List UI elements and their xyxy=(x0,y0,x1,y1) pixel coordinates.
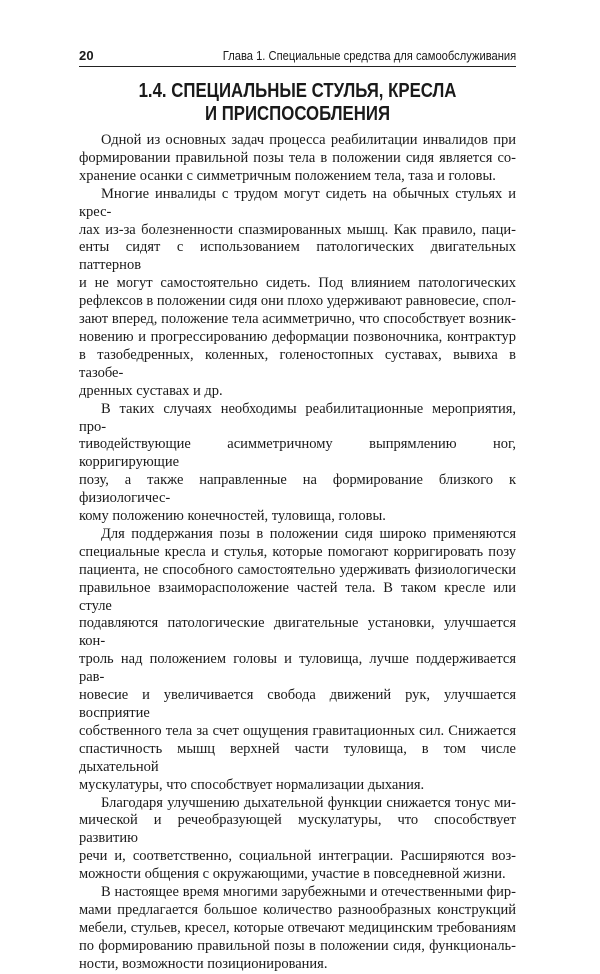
paragraph-line: кому положению конечностей, туловища, головы. xyxy=(79,508,386,525)
paragraph xyxy=(79,526,516,795)
paragraph-line: Благодаря улучшению дыхательной функции снижается тонус ми- xyxy=(101,794,516,811)
paragraph-line: В таких случаях необходимы реабилитационные мероприятия, про- xyxy=(79,400,516,435)
paragraph xyxy=(79,401,516,526)
paragraph-line: в тазобедренных, коленных, голеностопных суставах, вывиха в тазобе- xyxy=(79,346,516,381)
section-heading xyxy=(114,80,481,126)
paragraph-line: дренных суставах и др. xyxy=(79,382,223,399)
body-text xyxy=(79,132,516,974)
paragraph-line: по формированию правильной позы в положении сидя, функциональ- xyxy=(79,937,516,954)
paragraph-line: и не могут самостоятельно сидеть. Под влиянием патологических xyxy=(79,275,516,292)
paragraph-line: мической и речеобразующей мускулатуры, что способствует развитию xyxy=(79,812,516,847)
running-title: Глава 1. Специальные средства для самообслуживания xyxy=(222,48,516,63)
paragraph-line: собственного тела за счет ощущения гравитационных сил. Снижается xyxy=(79,722,516,739)
paragraph-line: Для поддержания позы в положении сидя широко применяются xyxy=(101,525,516,542)
paragraph xyxy=(79,884,516,974)
paragraph xyxy=(79,132,516,186)
paragraph-line: зают вперед, положение тела асимметрично, что способствует возник- xyxy=(79,311,516,328)
page-number: 20 xyxy=(79,48,94,63)
paragraph-line: енты сидят с использованием патологических двигательных паттернов xyxy=(79,239,516,274)
paragraph-line: спастичность мышц верхней части туловища, в том числе дыхательной xyxy=(79,740,516,775)
paragraph-line: специальные кресла и стулья, которые помогают корригировать позу xyxy=(79,543,516,560)
paragraph-line: речи и, соответственно, социальной интеграции. Расширяются воз- xyxy=(79,848,516,865)
paragraph-line: троль над положением головы и туловища, лучше поддерживается рав- xyxy=(79,651,516,686)
paragraph-line: правильное взаиморасположение частей тела. В таком кресле или стуле xyxy=(79,579,516,614)
paragraph xyxy=(79,186,516,401)
paragraph-line: лах из-за болезненности спазмированных мышц. Как правило, паци- xyxy=(79,221,516,238)
paragraph xyxy=(79,795,516,885)
running-header xyxy=(79,46,516,67)
paragraph-line: позу, а также направленные на формирование близкого к физиологичес- xyxy=(79,472,516,507)
paragraph-line: мами предлагается большое количество разнообразных конструкций xyxy=(79,901,516,918)
paragraph-line: В настоящее время многими зарубежными и отечественными фир- xyxy=(101,884,516,901)
paragraph-line: новению и прогрессированию деформации позвоночника, контрактур xyxy=(79,328,516,345)
section-heading-line-1: 1.4. СПЕЦИАЛЬНЫЕ СТУЛЬЯ, КРЕСЛА xyxy=(138,80,457,102)
paragraph-line: ности, возможности позиционирования. xyxy=(79,955,328,972)
paragraph-line: формировании правильной позы тела в положении сидя является со- xyxy=(79,149,516,166)
paragraph-line: Многие инвалиды с трудом могут сидеть на обычных стульях и крес- xyxy=(79,185,516,220)
paragraph-line: тиводействующие асимметричному выпрямлению ног, корригирующие xyxy=(79,436,516,471)
paragraph-line: хранение осанки с симметричным положением тела, таза и головы. xyxy=(79,167,496,184)
paragraph-line: новесие и увеличивается свобода движений рук, улучшается восприятие xyxy=(79,687,516,721)
paragraph-line: Одной из основных задач процесса реабилитации инвалидов при xyxy=(101,132,516,148)
paragraph-line: рефлексов в положении сидя они плохо удерживают равновесие, спол- xyxy=(79,293,516,310)
paragraph-line: мебели, стульев, кресел, которые отвечают медицинским требованиям xyxy=(79,919,516,936)
paragraph-line: подавляются патологические двигательные установки, улучшается кон- xyxy=(79,615,516,650)
section-heading-line-2: И ПРИСПОСОБЛЕНИЯ xyxy=(204,103,391,125)
paragraph-line: пациента, не способного самостоятельно удерживать физиологически xyxy=(79,561,516,578)
paragraph-line: мускулатуры, что способствует нормализации дыхания. xyxy=(79,776,425,793)
paragraph-line: можности общения с окружающими, участие в повседневной жизни. xyxy=(79,866,506,883)
